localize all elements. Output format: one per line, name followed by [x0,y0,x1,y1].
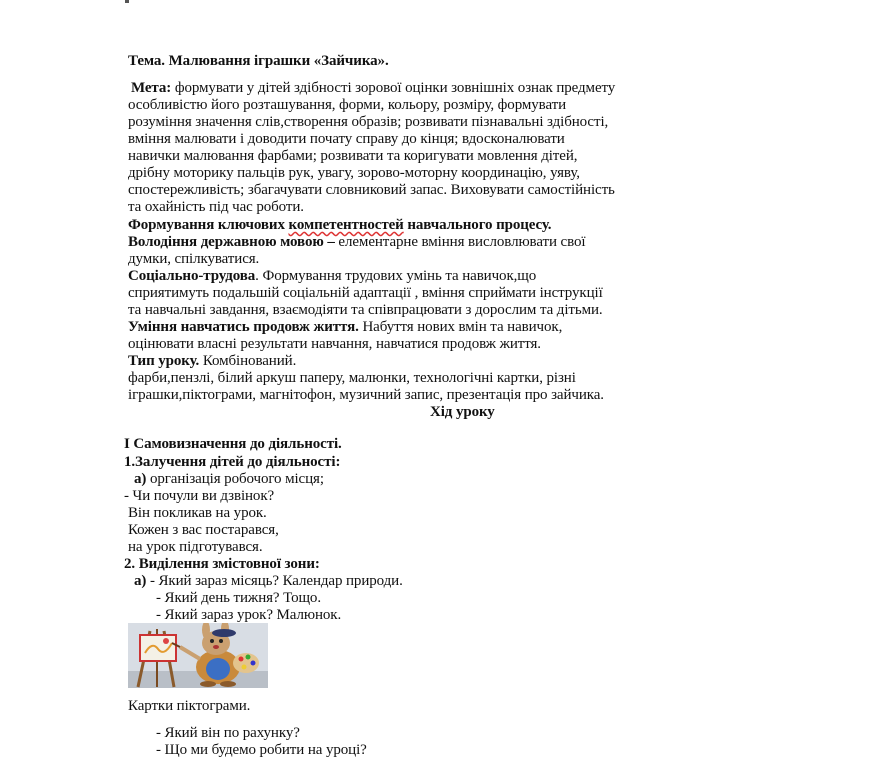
step-2-a-text: - Який зараз місяць? Календар природи. [146,573,403,589]
question-1: - Який день тижня? Тощо. [156,590,321,606]
goal-line-3: розуміння значення слів,створення образів; розвивати пізнавальні здібності, [128,114,609,130]
pictogram-caption: Картки піктограми. [128,698,251,714]
social-line-3: та навчальні завдання, взаємодіяти та співпрацювати з дорослим та дітьми. [128,302,603,318]
section-1-heading: І Самовизначення до діяльності. [124,436,342,452]
language-label: Володіння державною мовою – [128,234,335,250]
learning-line-1 [128,319,562,336]
poem-line-1: - Чи почули ви дзвінок? [124,488,275,504]
poem-line-4: на урок підготувався. [128,539,263,555]
question-2: - Який зараз урок? Малюнок. [156,607,342,623]
step-1-a-text: організація робочого місця; [146,471,324,487]
poem-line-2: Він покликав на урок. [128,505,267,521]
social-line-2: сприятимуть подальшій соціальній адаптації , вміння сприймати інструкції [128,285,603,301]
goal-label: Мета: [131,80,172,96]
materials-line-1: фарби,пензлі, білий аркуш паперу, малюнки, технологічні картки, різні [128,370,576,386]
goal-line-4: вміння малювати і доводити почату справу до кінця; вдосконалювати [128,131,565,147]
social-line-1 [128,268,536,285]
competences-heading-c: навчального процесу. [403,217,552,233]
step-2-heading: 2. Виділення змістовної зони: [124,556,320,572]
page-mark [125,0,129,3]
materials-line-2: іграшки,піктограми, магнітофон, музичний запис, презентація про зайчика. [128,387,604,403]
language-text: елементарне вміння висловлювати свої [334,234,586,250]
competences-heading-b: компетентностей [288,217,404,233]
step-2-a [134,573,403,590]
social-label: Соціально-трудова [128,268,256,284]
lesson-type-text: Комбінований. [199,353,297,369]
learning-label: Уміння навчатись продовж життя. [128,319,359,335]
final-question-1: - Який він по рахунку? [156,725,300,741]
title-text: Малювання іграшки «Зайчика». [168,53,389,69]
goal-text-1: формувати у дітей здібності зорової оцінки зовнішніх ознак предмету [174,80,616,96]
language-line-2: думки, спілкуватися. [128,251,260,267]
step-1-heading: 1.Залучення дітей до діяльності: [124,454,341,470]
step-1-a-label: а) [134,471,147,487]
competences-heading-a: Формування ключових [128,217,289,233]
lesson-heading: Хід уроку [430,404,495,420]
learning-line-2: оцінювати власні результати навчання, навчатися продовж життя. [128,336,541,352]
step-2-a-label: а) [134,573,147,589]
bunny-painter-illustration [128,623,268,688]
goal-line-6: дрібну моторику пальців рук, увагу, зорово-моторну координацію, уяву, [128,165,580,181]
bunny-painter-picture [128,623,268,688]
learning-text: Набуття нових вмін та навичок, [358,319,563,335]
goal-line-5: навички малювання фарбами; розвивати та коригувати мовлення дітей, [128,148,578,164]
step-1-a [134,471,324,488]
goal-line-2: особливістю його розташування, форми, кольору, розміру, формувати [128,97,567,113]
competences-heading [128,217,551,234]
lesson-type-label: Тип уроку. [128,353,200,369]
goal-line-7: спостережливість; збагачувати словниковий запас. Виховувати самостійність [128,182,615,198]
language-line-1 [128,234,585,251]
page-title [128,53,389,70]
title-label: Тема. [128,53,165,69]
final-question-2: - Що ми будемо робити на уроці? [156,742,367,758]
lesson-type-line [128,353,296,370]
social-text: . Формування трудових умінь та навичок,що [255,268,537,284]
goal-line-8: та охайність під час роботи. [128,199,304,215]
poem-line-3: Кожен з вас постарався, [128,522,279,538]
goal-line-1 [131,80,615,97]
